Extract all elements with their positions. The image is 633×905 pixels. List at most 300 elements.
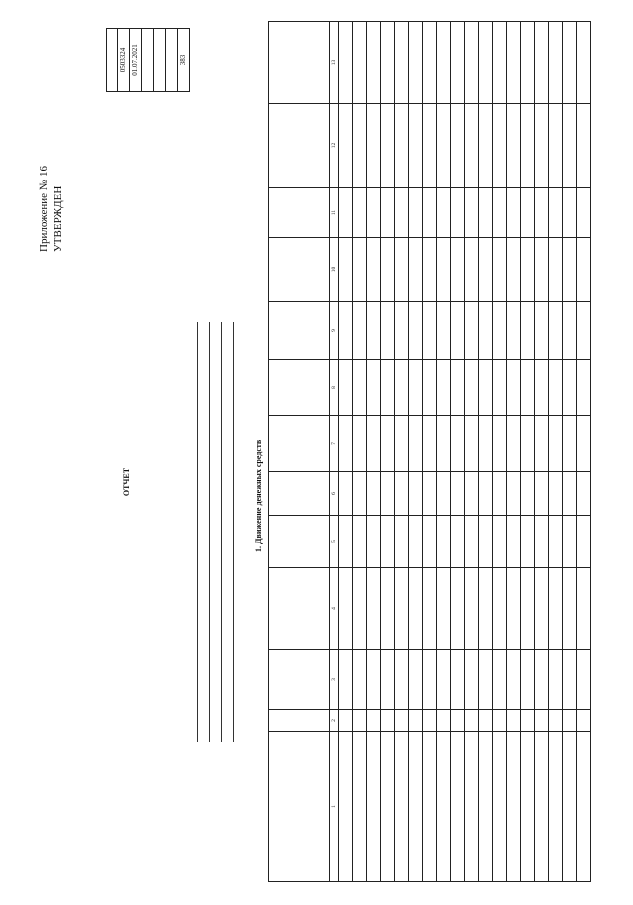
table-cell (465, 360, 479, 416)
table-cell (549, 188, 563, 238)
table-cell (507, 302, 521, 360)
meta-value (197, 322, 198, 742)
table-cell (535, 238, 549, 302)
table-cell (367, 360, 381, 416)
table-cell (381, 568, 395, 650)
table-cell (493, 416, 507, 472)
table-cell (521, 710, 535, 732)
table-cell (451, 188, 465, 238)
column-header (269, 732, 330, 882)
table-cell (465, 22, 479, 104)
table-cell (479, 360, 493, 416)
column-number: 7 (330, 416, 339, 472)
column-number: 13 (330, 22, 339, 104)
table-row (395, 22, 409, 882)
table-cell (535, 302, 549, 360)
table-cell (507, 104, 521, 188)
column-header (269, 238, 330, 302)
row-label-cell (563, 732, 577, 882)
codes-row (118, 28, 130, 218)
table-cell (353, 710, 367, 732)
row-label-cell (353, 732, 367, 882)
codes-row (178, 28, 190, 218)
table-row (381, 22, 395, 882)
table-cell (493, 710, 507, 732)
table-cell (381, 104, 395, 188)
column-number: 10 (330, 238, 339, 302)
table-cell (451, 238, 465, 302)
column-number: 11 (330, 188, 339, 238)
table-cell (479, 472, 493, 516)
codes-value: 01.07.2021 (130, 28, 142, 92)
table-cell (493, 472, 507, 516)
row-label-cell (549, 732, 563, 882)
table-cell (507, 472, 521, 516)
table-cell (437, 188, 451, 238)
table-cell (493, 238, 507, 302)
table-cell (367, 238, 381, 302)
meta-row (198, 322, 210, 882)
table-cell (409, 516, 423, 568)
table-cell (521, 188, 535, 238)
table-cell (563, 302, 577, 360)
table-cell (577, 238, 591, 302)
table-cell (465, 188, 479, 238)
table-cell (437, 416, 451, 472)
table-cell (395, 104, 409, 188)
table-cell (577, 710, 591, 732)
table-cell (395, 650, 409, 710)
table-cell (339, 238, 353, 302)
meta-row (210, 322, 222, 882)
table-cell (339, 710, 353, 732)
table-cell (535, 568, 549, 650)
table-row (549, 22, 563, 882)
table-cell (451, 650, 465, 710)
codes-box (106, 28, 190, 218)
table-cell (395, 22, 409, 104)
table-cell (479, 188, 493, 238)
table-cell (381, 710, 395, 732)
table-cell (535, 360, 549, 416)
table-cell (535, 710, 549, 732)
table-cell (549, 650, 563, 710)
column-number: 6 (330, 472, 339, 516)
table-cell (423, 568, 437, 650)
table-cell (367, 710, 381, 732)
column-header (269, 472, 330, 516)
table-cell (395, 472, 409, 516)
approval-block (38, 22, 66, 252)
column-number: 4 (330, 568, 339, 650)
codes-row (142, 28, 154, 218)
table-cell (409, 472, 423, 516)
row-label-cell (381, 732, 395, 882)
table-cell (381, 650, 395, 710)
column-number: 2 (330, 710, 339, 732)
table-row (451, 22, 465, 882)
column-header (269, 104, 330, 188)
table-cell (465, 104, 479, 188)
table-cell (353, 516, 367, 568)
column-number: 9 (330, 302, 339, 360)
table-cell (381, 472, 395, 516)
table-column-numbers (330, 22, 339, 882)
table-cell (507, 238, 521, 302)
table-cell (577, 188, 591, 238)
table-cell (577, 416, 591, 472)
table-cell (367, 472, 381, 516)
table-cell (563, 360, 577, 416)
table-cell (563, 516, 577, 568)
table-cell (493, 568, 507, 650)
table-cell (493, 360, 507, 416)
table-cell (563, 416, 577, 472)
table-cell (353, 188, 367, 238)
table-cell (353, 302, 367, 360)
row-label-cell (451, 732, 465, 882)
table-cell (577, 568, 591, 650)
row-label-cell (507, 732, 521, 882)
report-meta (186, 322, 234, 882)
row-label-cell (535, 732, 549, 882)
table-cell (339, 188, 353, 238)
table-cell (367, 104, 381, 188)
table-cell (577, 360, 591, 416)
table-cell (437, 650, 451, 710)
table-cell (465, 416, 479, 472)
table-cell (437, 710, 451, 732)
table-cell (549, 360, 563, 416)
table-cell (507, 188, 521, 238)
table-cell (507, 22, 521, 104)
table-cell (493, 188, 507, 238)
row-label-cell (423, 732, 437, 882)
table-cell (535, 650, 549, 710)
table-cell (479, 238, 493, 302)
table-cell (437, 360, 451, 416)
cash-flow-table (268, 21, 591, 882)
table-cell (563, 710, 577, 732)
table-cell (521, 238, 535, 302)
table-cell (465, 568, 479, 650)
table-cell (395, 568, 409, 650)
table-cell (423, 472, 437, 516)
table-cell (339, 416, 353, 472)
meta-value (209, 322, 210, 742)
table-cell (465, 650, 479, 710)
table-cell (409, 416, 423, 472)
table-cell (367, 188, 381, 238)
table-cell (339, 516, 353, 568)
table-cell (353, 416, 367, 472)
table-cell (465, 516, 479, 568)
table-cell (521, 302, 535, 360)
row-label-cell (577, 732, 591, 882)
table-cell (423, 188, 437, 238)
table-cell (521, 22, 535, 104)
table-cell (549, 568, 563, 650)
meta-row (186, 322, 198, 882)
codes-value: 0503324 (118, 28, 130, 92)
table-cell (549, 516, 563, 568)
table-cell (549, 710, 563, 732)
table-cell (423, 516, 437, 568)
table-cell (521, 650, 535, 710)
codes-value (142, 28, 154, 92)
table-cell (479, 22, 493, 104)
row-label-cell (521, 732, 535, 882)
table-cell (563, 472, 577, 516)
table-cell (521, 568, 535, 650)
column-header (269, 360, 330, 416)
table-cell (423, 302, 437, 360)
column-number: 5 (330, 516, 339, 568)
column-number: 1 (330, 732, 339, 882)
table-cell (451, 568, 465, 650)
table-cell (451, 416, 465, 472)
table-cell (577, 104, 591, 188)
meta-row (222, 322, 234, 882)
table-cell (395, 416, 409, 472)
meta-value (233, 322, 234, 742)
column-header (269, 22, 330, 104)
table-cell (339, 22, 353, 104)
table-cell (577, 472, 591, 516)
table-cell (563, 568, 577, 650)
codes-value: 383 (178, 28, 190, 92)
table-cell (479, 104, 493, 188)
table-row (465, 22, 479, 882)
table-cell (395, 238, 409, 302)
table-cell (423, 650, 437, 710)
table-cell (409, 568, 423, 650)
column-header (269, 650, 330, 710)
table-cell (339, 104, 353, 188)
table-row (353, 22, 367, 882)
table-cell (451, 710, 465, 732)
codes-row (130, 28, 142, 218)
section-title: 1. Движение денежных средств (254, 439, 263, 552)
table-cell (507, 568, 521, 650)
table-cell (563, 188, 577, 238)
table-cell (339, 568, 353, 650)
codes-row (154, 28, 166, 218)
table-cell (507, 416, 521, 472)
row-label-cell (409, 732, 423, 882)
report-title-main: ОТЧЕТ (122, 467, 131, 497)
table-cell (423, 360, 437, 416)
table-cell (521, 472, 535, 516)
table-cell (465, 302, 479, 360)
column-header (269, 302, 330, 360)
table-cell (549, 416, 563, 472)
table-cell (521, 360, 535, 416)
table-cell (367, 650, 381, 710)
table-cell (479, 568, 493, 650)
table-row (577, 22, 591, 882)
table-cell (549, 302, 563, 360)
table-row (479, 22, 493, 882)
table-cell (493, 516, 507, 568)
table-cell (507, 650, 521, 710)
table-cell (577, 516, 591, 568)
table-cell (409, 238, 423, 302)
table-cell (563, 238, 577, 302)
table-cell (353, 22, 367, 104)
table-cell (577, 650, 591, 710)
table-cell (381, 416, 395, 472)
table-cell (395, 360, 409, 416)
table-cell (367, 22, 381, 104)
table-row (535, 22, 549, 882)
codes-value (154, 28, 166, 92)
table-cell (381, 22, 395, 104)
table-cell (535, 416, 549, 472)
table-cell (465, 472, 479, 516)
approval-approved: УТВЕРЖДЕН (51, 185, 64, 252)
table-cell (395, 516, 409, 568)
table-cell (409, 710, 423, 732)
table-cell (521, 104, 535, 188)
table-cell (409, 104, 423, 188)
meta-value (221, 322, 222, 742)
table-cell (479, 416, 493, 472)
table-cell (479, 650, 493, 710)
codes-header-row (106, 28, 118, 218)
table-cell (451, 22, 465, 104)
table-cell (353, 238, 367, 302)
row-label-cell (437, 732, 451, 882)
table-cell (395, 302, 409, 360)
table-cell (549, 238, 563, 302)
table-cell (437, 568, 451, 650)
table-cell (521, 416, 535, 472)
table-cell (451, 516, 465, 568)
table-cell (507, 516, 521, 568)
table-cell (381, 188, 395, 238)
table-cell (465, 238, 479, 302)
row-label-cell (479, 732, 493, 882)
table-cell (395, 710, 409, 732)
table-cell (535, 188, 549, 238)
table-cell (451, 472, 465, 516)
table-cell (437, 516, 451, 568)
table-cell (353, 104, 367, 188)
table-cell (353, 360, 367, 416)
table-cell (451, 302, 465, 360)
column-header (269, 710, 330, 732)
table-cell (381, 516, 395, 568)
table-cell (493, 650, 507, 710)
row-label-cell (465, 732, 479, 882)
table-cell (409, 188, 423, 238)
table-cell (423, 710, 437, 732)
table-row (521, 22, 535, 882)
table-cell (367, 516, 381, 568)
table-cell (479, 302, 493, 360)
table-cell (577, 22, 591, 104)
table-cell (549, 22, 563, 104)
table-cell (493, 104, 507, 188)
table-cell (409, 650, 423, 710)
table-row (339, 22, 353, 882)
table-row (409, 22, 423, 882)
table-cell (367, 416, 381, 472)
column-header (269, 188, 330, 238)
table-cell (409, 22, 423, 104)
report-sheet (36, 22, 596, 882)
table-cell (353, 650, 367, 710)
table-cell (339, 472, 353, 516)
table-cell (535, 472, 549, 516)
table-cell (507, 360, 521, 416)
table-cell (339, 302, 353, 360)
table-cell (423, 416, 437, 472)
table-row (367, 22, 381, 882)
column-number: 12 (330, 104, 339, 188)
table-cell (451, 360, 465, 416)
table-cell (423, 104, 437, 188)
column-number: 8 (330, 360, 339, 416)
codes-row (166, 28, 178, 218)
row-label-cell (493, 732, 507, 882)
table-cell (493, 302, 507, 360)
table-row (437, 22, 451, 882)
table-cell (409, 302, 423, 360)
table-cell (353, 472, 367, 516)
table-cell (339, 360, 353, 416)
table-cell (437, 104, 451, 188)
table-cell (409, 360, 423, 416)
table-cell (479, 516, 493, 568)
row-label-cell (339, 732, 353, 882)
table-cell (437, 22, 451, 104)
table-cell (437, 472, 451, 516)
table-cell (367, 568, 381, 650)
table-row (423, 22, 437, 882)
table-cell (381, 302, 395, 360)
table-cell (437, 238, 451, 302)
codes-value (166, 28, 178, 92)
table-cell (507, 710, 521, 732)
table-cell (339, 650, 353, 710)
table-cell (563, 650, 577, 710)
table-cell (549, 104, 563, 188)
table-cell (521, 516, 535, 568)
row-label-cell (367, 732, 381, 882)
table-cell (479, 710, 493, 732)
table-row (493, 22, 507, 882)
table-cell (451, 104, 465, 188)
table-cell (549, 472, 563, 516)
codes-header (106, 28, 118, 92)
table-cell (465, 710, 479, 732)
table-cell (381, 360, 395, 416)
table-cell (437, 302, 451, 360)
table-cell (535, 22, 549, 104)
table-cell (423, 238, 437, 302)
column-number: 3 (330, 650, 339, 710)
column-header (269, 516, 330, 568)
report-title (122, 272, 133, 692)
table-cell (493, 22, 507, 104)
table-cell (423, 22, 437, 104)
table-header-row (269, 22, 330, 882)
column-header (269, 568, 330, 650)
table-row (507, 22, 521, 882)
table-cell (535, 516, 549, 568)
